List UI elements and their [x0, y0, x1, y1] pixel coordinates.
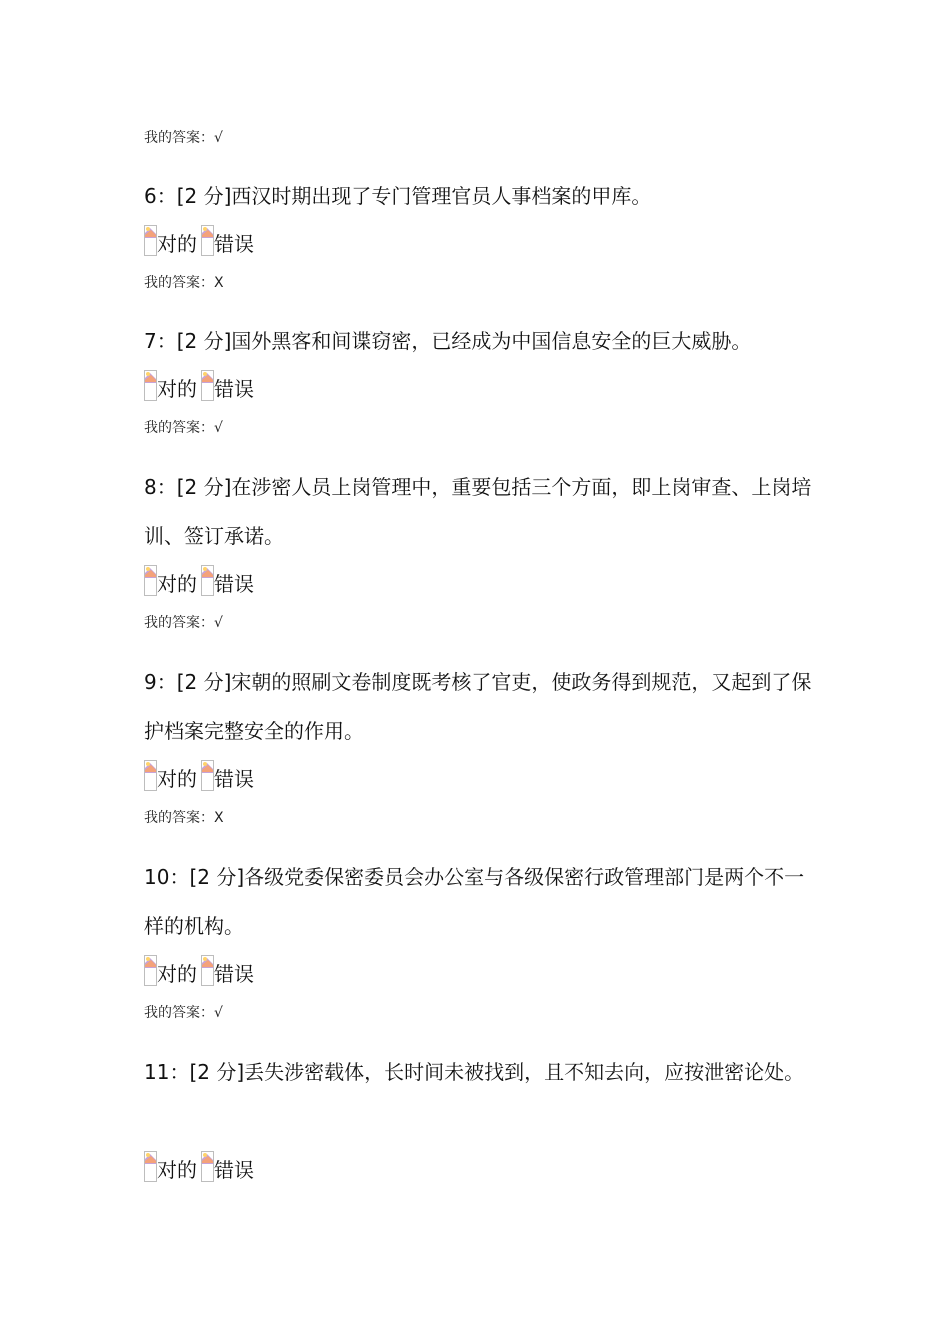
- broken-image-icon: [201, 370, 214, 401]
- answer-options: [144, 367, 254, 401]
- question-text: 6：[2 分]西汉时期出现了专门管理官员人事档案的甲库。: [144, 184, 652, 208]
- option-label: 错误: [214, 232, 254, 256]
- option-true[interactable]: [144, 225, 197, 256]
- option-label: 错误: [214, 962, 254, 986]
- question-text: 11：[2 分]丢失涉密载体，长时间未被找到，且不知去向，应按泄密论处。: [144, 1060, 805, 1084]
- question-text: 7：[2 分]国外黑客和间谍窃密，已经成为中国信息安全的巨大威胁。: [144, 329, 752, 353]
- broken-image-icon: [144, 370, 157, 401]
- option-true[interactable]: [144, 370, 197, 401]
- question-text: 10：[2 分]各级党委保密委员会办公室与各级保密行政管理部门是两个不一样的机构。: [144, 865, 805, 938]
- broken-image-icon: [144, 760, 157, 791]
- answer-label: 我的答案：: [144, 130, 214, 146]
- option-label: 错误: [214, 572, 254, 596]
- broken-image-icon: [144, 225, 157, 256]
- option-label: 对的: [157, 377, 197, 401]
- broken-image-icon: [144, 565, 157, 596]
- option-label: 对的: [157, 572, 197, 596]
- option-label: 错误: [214, 1158, 254, 1182]
- option-false[interactable]: [201, 225, 254, 256]
- option-false[interactable]: [201, 760, 254, 791]
- option-label: 对的: [157, 232, 197, 256]
- option-label: 对的: [157, 962, 197, 986]
- answer-value: X: [214, 810, 224, 826]
- option-label: 错误: [214, 377, 254, 401]
- answer-options: [144, 222, 254, 256]
- option-false[interactable]: [201, 370, 254, 401]
- my-answer: [144, 128, 223, 148]
- my-answer: [144, 418, 223, 438]
- option-false[interactable]: [201, 955, 254, 986]
- broken-image-icon: [201, 225, 214, 256]
- option-true[interactable]: [144, 565, 197, 596]
- option-true[interactable]: [144, 760, 197, 791]
- answer-value: √: [214, 1005, 223, 1021]
- broken-image-icon: [201, 760, 214, 791]
- broken-image-icon: [201, 955, 214, 986]
- my-answer: [144, 808, 224, 828]
- answer-label: 我的答案：: [144, 615, 214, 631]
- answer-label: 我的答案：: [144, 810, 214, 826]
- answer-options: [144, 1148, 254, 1182]
- option-false[interactable]: [201, 565, 254, 596]
- option-label: 对的: [157, 767, 197, 791]
- answer-options: [144, 562, 254, 596]
- option-false[interactable]: [201, 1151, 254, 1182]
- answer-options: [144, 952, 254, 986]
- option-true[interactable]: [144, 955, 197, 986]
- my-answer: [144, 1003, 223, 1023]
- answer-value: √: [214, 130, 223, 146]
- broken-image-icon: [144, 955, 157, 986]
- answer-label: 我的答案：: [144, 275, 214, 291]
- option-label: 错误: [214, 767, 254, 791]
- question-text: 9：[2 分]宋朝的照刷文卷制度既考核了官吏，使政务得到规范，又起到了保护档案完整安全的作用。: [144, 670, 812, 743]
- broken-image-icon: [144, 1151, 157, 1182]
- option-true[interactable]: [144, 1151, 197, 1182]
- broken-image-icon: [201, 1151, 214, 1182]
- answer-value: X: [214, 275, 224, 291]
- answer-label: 我的答案：: [144, 1005, 214, 1021]
- option-label: 对的: [157, 1158, 197, 1182]
- answer-value: √: [214, 615, 223, 631]
- my-answer: [144, 273, 224, 293]
- broken-image-icon: [201, 565, 214, 596]
- question-text: 8：[2 分]在涉密人员上岗管理中，重要包括三个方面，即上岗审查、上岗培训、签订承诺。: [144, 475, 812, 548]
- answer-value: √: [214, 420, 223, 436]
- answer-label: 我的答案：: [144, 420, 214, 436]
- my-answer: [144, 613, 223, 633]
- answer-options: [144, 757, 254, 791]
